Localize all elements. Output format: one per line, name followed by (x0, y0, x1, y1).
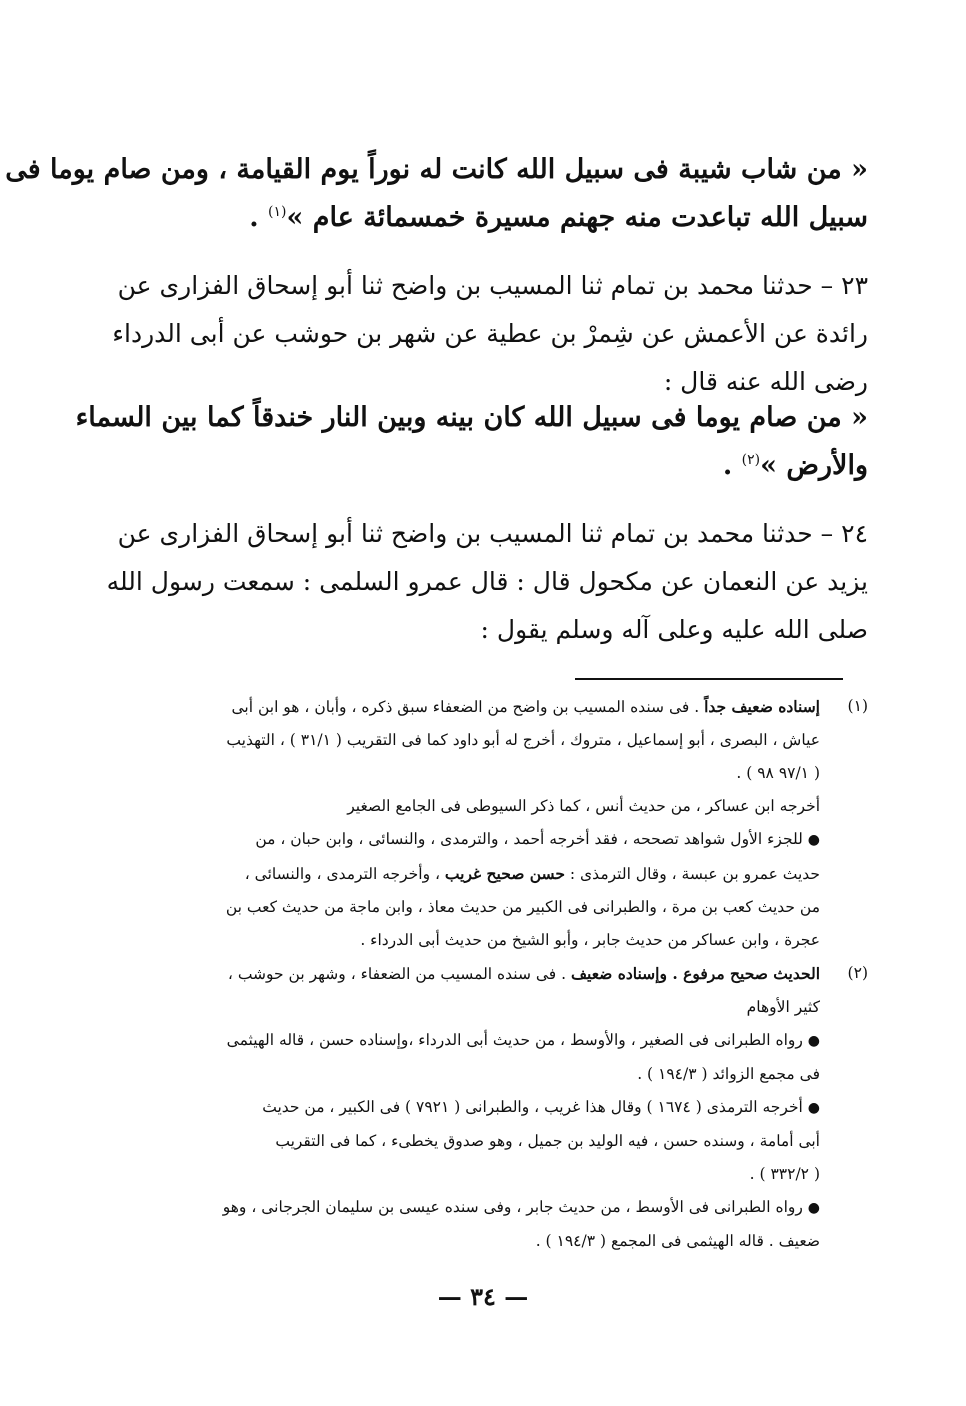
bullet-icon: ● (807, 832, 820, 848)
text-fragment: . فى سنده المسيب من الضعفاء ، وشهر بن حوشب ، (227, 965, 571, 983)
footnote-line (150, 1091, 820, 1125)
footnote-line: أخرجه ابن عساكر ، من حديث أنس ، كما ذكر السيوطى فى الجامع الصغير (347, 797, 820, 815)
text-line: يزيد عن النعمان عن مكحول قال : قال عمرو السلمى : سمعت رسول الله (106, 567, 868, 596)
footnote-line: من حديث كعب بن مرة ، والطبرانى فى الكبير من حديث معاذ ، وابن ماجة من حديث كعب بن (225, 898, 820, 916)
footnote-line: ( ٣٣٢/٢ ) . (749, 1165, 820, 1183)
text-line (150, 194, 868, 242)
footnote-line: فى مجمع الزوائد ( ١٩٤/٣ ) . (637, 1065, 820, 1083)
text-line: رضى الله عنه قال : (663, 367, 868, 396)
bullet-icon: ● (807, 1200, 820, 1216)
bullet-icon: ● (807, 1033, 820, 1049)
bullet-icon: ● (807, 1100, 820, 1116)
text-line: صلى الله عليه وعلى آله وسلم يقول : (480, 615, 868, 644)
footnote-line (150, 690, 820, 724)
text-fragment: سبيل الله تباعدت منه جهنم مسيرة خمسمائة عام » (286, 202, 868, 233)
footnote-line: عياش ، البصرى ، أبو إسماعيل ، متروك ، أخرج له أبو داود كما فى التقريب ( ٣١/١ ) ، التهذيب (226, 731, 820, 749)
footnotes (150, 690, 868, 1258)
footnote-line: كثير الأوهام (746, 998, 820, 1016)
footnote-reference: (١) (268, 204, 287, 220)
text-fragment: والأرض » (760, 450, 868, 481)
text-fragment: أخرجه الترمذى ( ١٦٧٤ ) وقال هذا غريب ، والطبرانى ( ٧٩٢١ ) فى الكبير ، من حديث (262, 1098, 803, 1116)
footnote-line: عجرة ، وابن عساكر من حديث جابر ، وأبو الشيخ من حديث أبى الدرداء . (360, 931, 820, 949)
text-fragment: رواه الطبرانى فى الأوسط ، من حديث جابر ، وفى سنده عيسى بن سليمان الجرجانى ، وهو (222, 1198, 803, 1216)
text-line: ٢٣ – حدثنا محمد بن تمام ثنا المسيب بن واضح ثنا أبو إسحاق الفزارى عن (117, 271, 868, 300)
grading-text: حسن صحيح غريب (444, 864, 565, 883)
footnote-2 (150, 957, 868, 1258)
hadith-paragraph-1 (5, 146, 868, 242)
text-fragment: . (722, 450, 742, 481)
footnote-1 (150, 690, 868, 957)
footnote-line: ( ٩٧/١ ٩٨ ) . (736, 764, 820, 782)
grading-text: الحديث صحيح مرفوع . وإسناده ضعيف (570, 964, 820, 983)
text-fragment: . (249, 202, 269, 233)
isnad-paragraph-23 (112, 262, 868, 406)
footnote-reference: (٢) (741, 452, 761, 468)
text-line: « من شاب شيبة فى سبيل الله كانت له نوراً يوم القيامة ، ومن صام يوما فى (5, 154, 868, 185)
footnote-separator (575, 678, 843, 680)
footnote-line: ضعيف . قاله الهيثمى فى المجمع ( ١٩٤/٣ ) . (535, 1232, 820, 1250)
footnote-line (150, 1024, 820, 1058)
grading-text: إسناده ضعيف جداً (704, 697, 820, 716)
footnote-line (150, 1191, 820, 1225)
text-line: ٢٤ – حدثنا محمد بن تمام ثنا المسيب بن واضح ثنا أبو إسحاق الفزارى عن (117, 519, 868, 548)
hadith-paragraph-2 (75, 394, 868, 490)
text-line (150, 442, 868, 490)
text-fragment: ، وأخرجه الترمدى ، والنسائى ، (244, 865, 445, 883)
text-line: « من صام يوما فى سبيل الله كان بينه وبين النار خندقاً كما بين السماء (75, 402, 868, 433)
footnote-number: (٢) (847, 964, 868, 982)
text-fragment: للجزء الأول شواهد تصححه ، فقد أخرجه أحمد ، والترمدى ، والنسائى ، وابن حبان ، من (255, 830, 803, 848)
footnote-body (150, 690, 820, 957)
text-fragment: رواه الطبرانى فى الصغير ، والأوسط ، من حديث أبى الدرداء ،وإسناده حسن ، قاله الهيثمى (226, 1031, 803, 1049)
footnote-line (150, 957, 820, 991)
text-fragment: . فى سنده المسيب بن واضح من الضعفاء سبق ذكره ، وأبان ، هو ابن أبى (231, 698, 705, 716)
footnote-line (150, 823, 820, 857)
footnote-body (150, 957, 820, 1258)
isnad-paragraph-24 (106, 510, 868, 654)
footnote-number: (١) (847, 697, 868, 715)
page-number: — ٣٤ — (437, 1282, 529, 1311)
footnote-line: أبى أمامة ، وسنده حسن ، فيه الوليد بن جميل ، وهو صدوق يخطىء ، كما فى التقريب (275, 1132, 820, 1150)
footnote-line (150, 857, 820, 891)
text-fragment: حديث عمرو بن عبسة ، وقال الترمذى : (564, 865, 820, 883)
text-line: رائدة عن الأعمش عن شِمرْ بن عطية عن شهر بن حوشب عن أبى الدرداء (112, 319, 868, 348)
